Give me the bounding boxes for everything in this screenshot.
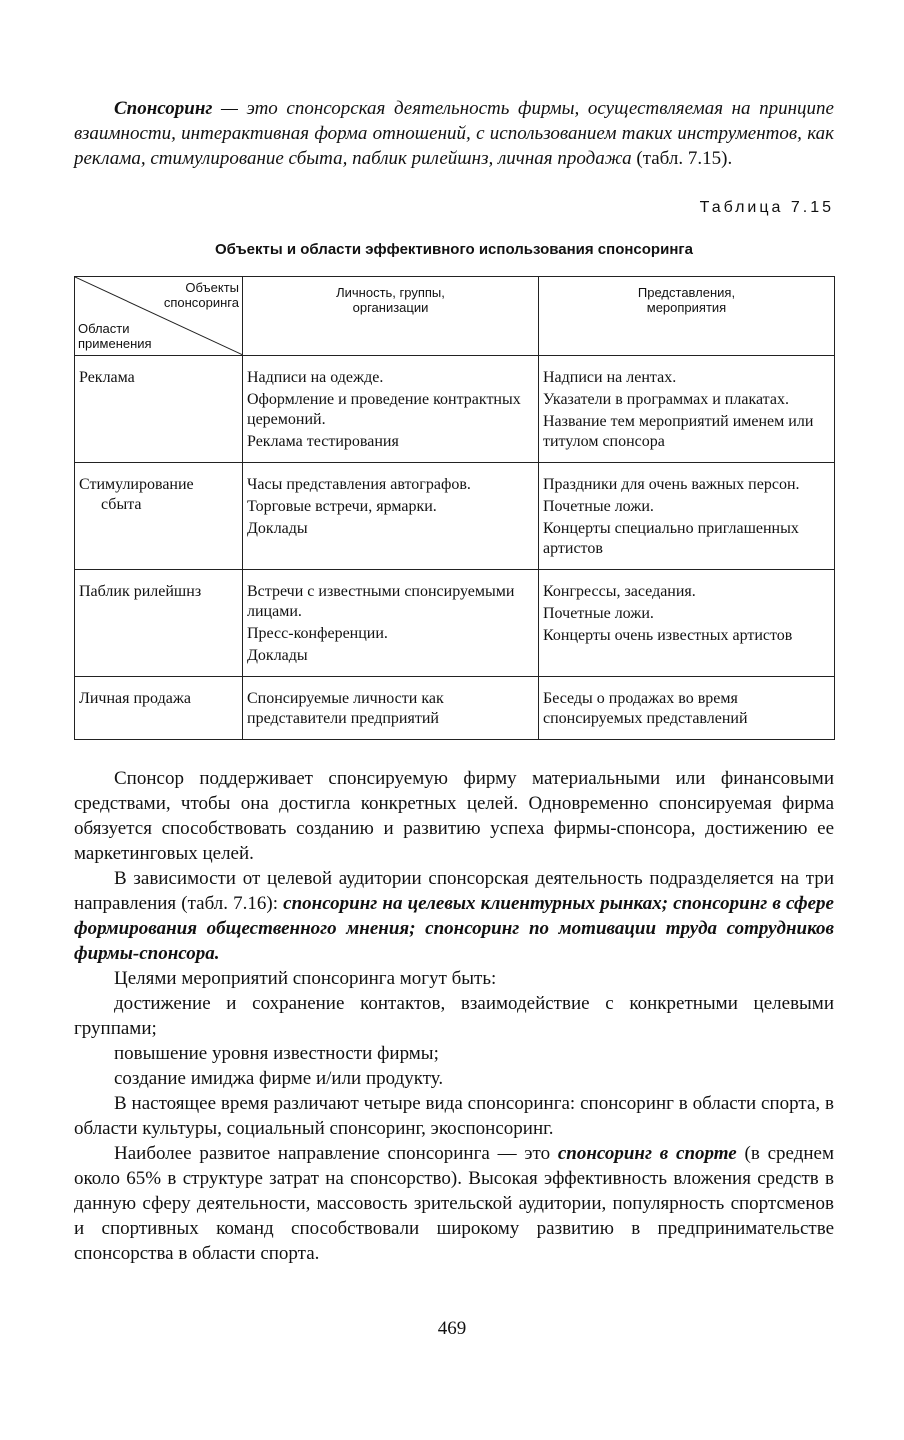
cell-item: Почетные ложи. — [543, 605, 654, 622]
cell-item: Название тем мероприятий именем или титулом спонсора — [543, 413, 814, 450]
col1-cell — [243, 570, 539, 677]
table-row-personal-selling — [75, 677, 835, 740]
col1-cell — [243, 356, 539, 463]
area-cell — [75, 463, 243, 570]
corner-header-cell — [75, 277, 243, 356]
cell-item: Торговые встречи, ярмарки. — [247, 498, 437, 515]
corner-bottom-line-1: Области — [78, 321, 130, 336]
cell-item: Конгрессы, заседания. — [543, 583, 696, 600]
cell-item: Беседы о продажах во время спонсируемых представлений — [543, 690, 748, 727]
cell-item: Праздники для очень важных персон. — [543, 476, 800, 493]
col2-cell — [539, 570, 835, 677]
sponsoring-table — [74, 276, 835, 740]
intro-paragraph — [74, 96, 834, 171]
body-paragraph-5 — [74, 1141, 834, 1266]
corner-bottom-label — [78, 321, 152, 351]
col2-cell — [539, 356, 835, 463]
cell-item: Встречи с известными спонсируемыми лицами. — [247, 583, 515, 620]
body-paragraph-1: Спонсор поддерживает спонсируемую фирму материальными или финансовыми средствами, чтобы она достигла конкретных целей. Одновременно спонсируемая фирма обязуется способствовать созданию и развитию успеха фирмы-спонсора, достижению ее маркетинговых целей. — [74, 768, 834, 864]
intro-ref: (табл. 7.15). — [631, 148, 733, 169]
p5-italic: спонсоринг в спорте — [557, 1143, 737, 1164]
table-row-public-relations — [75, 570, 835, 677]
cell-item: Надписи на одежде. — [247, 369, 384, 386]
col2-header-line-2: мероприятия — [646, 300, 727, 315]
cell-item: Доклады — [247, 647, 308, 664]
list-item-2: повышение уровня известности фирмы; — [114, 1043, 439, 1064]
body-paragraph-4: В настоящее время различают четыре вида спонсоринга: спонсоринг в области спорта, в области культуры, социальный спонсоринг, экоспонсоринг. — [74, 1093, 834, 1139]
table-number: Таблица 7.15 — [699, 199, 834, 216]
area-cell — [75, 677, 243, 740]
page-number: 469 — [437, 1318, 467, 1339]
list-item-3: создание имиджа фирме и/или продукту. — [114, 1068, 444, 1089]
p2-start: В зависимости от целевой аудитории спонсорская деятельность подразделяется на три направления (табл. 7.16): — [74, 868, 834, 914]
area-label: Паблик рилейшнз — [79, 583, 202, 600]
area-cell — [75, 356, 243, 463]
cell-item: Концерты очень известных артистов — [543, 627, 793, 644]
col2-header — [539, 277, 835, 356]
table-row-sales-promotion — [75, 463, 835, 570]
cell-item: Надписи на лентах. — [543, 369, 677, 386]
p5-end: (в среднем около 65% в структуре затрат на спонсорство). Высокая эффективность вложения средств в данную сферу деятельности, массовость зрительской аудитории, популярность спортсменов и спортивных команд способствовали широкому развитию в предпринимательстве спонсорства в области спорта. — [74, 1143, 834, 1264]
col2-cell — [539, 463, 835, 570]
intro-definition: — это спонсорская деятельность фирмы, осуществляемая на принципе взаимности, интерактивная форма отношений, с использованием таких инструментов, как реклама, стимулирование сбыта, паблик рилейшнз, личная продажа — [74, 98, 834, 169]
body-text — [74, 766, 834, 1266]
cell-item: Спонсируемые личности как представители предприятий — [247, 690, 444, 727]
col1-header-line-1: Личность, группы, — [336, 285, 445, 300]
cell-item: Реклама тестирования — [247, 433, 399, 450]
col2-header-line-1: Представления, — [637, 285, 736, 300]
body-paragraph-2 — [74, 866, 834, 966]
corner-top-label — [164, 280, 239, 310]
area-label: Стимулирование — [79, 476, 194, 493]
intro-term: Спонсоринг — [114, 98, 213, 119]
p5-start: Наиболее развитое направление спонсоринга — это — [114, 1143, 558, 1164]
corner-top-line-2: спонсоринга — [163, 295, 239, 310]
cell-item: Доклады — [247, 520, 308, 537]
cell-item: Почетные ложи. — [543, 498, 654, 515]
col1-header — [243, 277, 539, 356]
cell-item: Часы представления автографов. — [247, 476, 471, 493]
table-row-advertising — [75, 356, 835, 463]
cell-item: Пресс-конференции. — [247, 625, 388, 642]
table-title: Объекты и области эффективного использования спонсоринга — [215, 241, 693, 258]
p2-italic: спонсоринг на целевых клиентурных рынках; спонсоринг в сфере формирования общественного мнения; спонсоринг по мотивации труда сотрудников фирмы-спонсора. — [74, 893, 834, 964]
cell-item: Концерты специально приглашенных артистов — [543, 520, 799, 557]
corner-bottom-line-2: применения — [78, 336, 152, 351]
list-item-1: достижение и сохранение контактов, взаимодействие с конкретными целевыми группами; — [74, 993, 834, 1039]
col1-cell — [243, 677, 539, 740]
corner-top-line-1: Объекты — [185, 280, 239, 295]
col1-header-line-2: организации — [352, 300, 429, 315]
area-label-sub: сбыта — [101, 496, 142, 513]
area-label: Реклама — [79, 369, 135, 386]
table-header-row — [75, 277, 835, 356]
col1-cell — [243, 463, 539, 570]
area-cell — [75, 570, 243, 677]
page-content — [74, 96, 834, 1266]
cell-item: Оформление и проведение контрактных церемоний. — [247, 391, 521, 428]
cell-item: Указатели в программах и плакатах. — [543, 391, 789, 408]
col2-cell — [539, 677, 835, 740]
area-label: Личная продажа — [79, 690, 191, 707]
body-paragraph-3: Целями мероприятий спонсоринга могут быть: — [114, 968, 497, 989]
